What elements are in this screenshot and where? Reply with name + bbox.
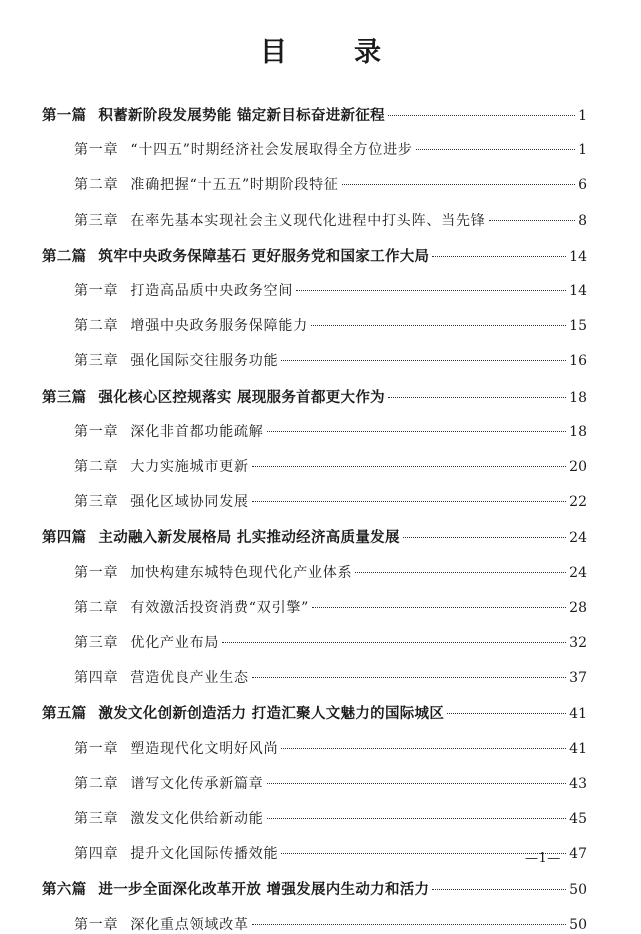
toc-entry-label: 第三章 — [74, 635, 119, 651]
toc-entry[interactable] — [42, 104, 587, 125]
toc-entry[interactable] — [74, 597, 587, 617]
toc-entry-title: 筑牢中央政务保障基石 更好服务党和国家工作大局 — [98, 249, 430, 265]
dot-leader — [489, 220, 575, 221]
toc-entry[interactable] — [74, 914, 587, 934]
toc-entry-title: 优化产业布局 — [130, 635, 220, 651]
toc-entry-page: 47 — [569, 846, 587, 862]
toc-entry[interactable] — [74, 632, 587, 652]
dot-leader — [281, 748, 566, 749]
toc-entry-label: 第一章 — [74, 142, 119, 158]
dot-leader — [252, 924, 566, 925]
dot-leader — [252, 466, 566, 467]
toc-entry[interactable] — [74, 667, 587, 687]
page-title: 目 录 — [260, 37, 401, 68]
toc-entry[interactable] — [42, 526, 587, 547]
toc-entry-page: 50 — [569, 882, 587, 898]
dot-leader — [252, 677, 566, 678]
toc-entry-page: 50 — [569, 917, 587, 933]
toc-entry-page: 43 — [569, 776, 587, 792]
toc-entry-page: 1 — [578, 142, 587, 158]
toc-entry-label: 第二章 — [74, 776, 119, 792]
toc-entry-title: 深化非首都功能疏解 — [130, 424, 264, 440]
dot-leader — [222, 642, 566, 643]
toc-entry-page: 6 — [578, 177, 587, 193]
toc-entry-label: 第一篇 — [42, 108, 87, 124]
toc-entry-label: 第一章 — [74, 424, 119, 440]
toc-entry-label: 第一章 — [74, 283, 119, 299]
toc-entry[interactable] — [74, 562, 587, 582]
toc-entry[interactable] — [74, 139, 587, 159]
toc-entry-page: 45 — [569, 811, 587, 827]
toc-entry-title: 提升文化国际传播效能 — [130, 846, 279, 862]
toc-entry-page: 14 — [569, 283, 587, 299]
toc-entry[interactable] — [74, 174, 587, 194]
toc-entry-page: 24 — [569, 530, 587, 546]
toc-entry-title: 加快构建东城特色现代化产业体系 — [130, 565, 353, 581]
toc-entry[interactable] — [74, 738, 587, 758]
toc-entry-label: 第一章 — [74, 565, 119, 581]
toc-entry[interactable] — [74, 280, 587, 300]
dot-leader — [311, 325, 566, 326]
toc-entry-page: 28 — [569, 600, 587, 616]
toc-entry[interactable] — [42, 386, 587, 407]
toc-entry-page: 15 — [569, 318, 587, 334]
dot-leader — [447, 713, 566, 714]
toc-entry-title: 主动融入新发展格局 扎实推动经济高质量发展 — [98, 530, 400, 546]
toc-entry-label: 第三章 — [74, 353, 119, 369]
toc-entry-title: 谱写文化传承新篇章 — [130, 776, 264, 792]
dot-leader — [388, 115, 575, 116]
toc-entry-label: 第一章 — [74, 917, 119, 933]
toc-entry-title: 在率先基本实现社会主义现代化进程中打头阵、当先锋 — [130, 213, 486, 229]
toc-entry-label: 第二章 — [74, 600, 119, 616]
toc-entry-title: 增强中央政务服务保障能力 — [130, 318, 309, 334]
toc-entry-title: 打造高品质中央政务空间 — [130, 283, 294, 299]
toc-entry-page: 41 — [569, 706, 587, 722]
dot-leader — [432, 889, 566, 890]
dot-leader — [252, 501, 566, 502]
toc-entry-page: 14 — [569, 249, 587, 265]
toc-entry[interactable] — [74, 350, 587, 370]
toc-entry-title: 深化重点领域改革 — [130, 917, 249, 933]
toc-entry-page: 1 — [578, 108, 587, 124]
toc-entry-label: 第四章 — [74, 670, 119, 686]
dot-leader — [281, 853, 566, 854]
toc-entry-title: 强化核心区控规落实 展现服务首都更大作为 — [98, 390, 385, 406]
toc-entry-title: 强化国际交往服务功能 — [130, 353, 279, 369]
toc-entry-page: 16 — [569, 353, 587, 369]
toc-entry-label: 第三篇 — [42, 390, 87, 406]
toc-entry[interactable] — [74, 773, 587, 793]
dot-leader — [267, 431, 567, 432]
dot-leader — [267, 818, 567, 819]
toc-entry-title: 大力实施城市更新 — [130, 459, 249, 475]
dot-leader — [267, 783, 567, 784]
toc-entry-label: 第五篇 — [42, 706, 87, 722]
toc-entry-page: 32 — [569, 635, 587, 651]
dot-leader — [416, 149, 575, 150]
toc-entry[interactable] — [42, 702, 587, 723]
dot-leader — [281, 360, 566, 361]
toc-entry-title: 有效激活投资消费“双引擎” — [130, 600, 310, 616]
dot-leader — [432, 256, 566, 257]
toc-entry-label: 第三章 — [74, 494, 119, 510]
toc-entry-page: 24 — [569, 565, 587, 581]
toc-entry-page: 18 — [569, 424, 587, 440]
toc-entry-title: 强化区域协同发展 — [130, 494, 249, 510]
toc-entry-title: 塑造现代化文明好风尚 — [130, 741, 279, 757]
toc-entry-label: 第二章 — [74, 459, 119, 475]
toc-entry-label: 第三章 — [74, 811, 119, 827]
toc-entry-title: 激发文化创新创造活力 打造汇聚人文魅力的国际城区 — [98, 706, 445, 722]
dot-leader — [296, 290, 566, 291]
dot-leader — [403, 537, 566, 538]
dot-leader — [388, 397, 566, 398]
toc-entry[interactable] — [74, 315, 587, 335]
toc-entry-title: “十四五”时期经济社会发展取得全方位进步 — [130, 142, 413, 158]
toc-entry-label: 第一章 — [74, 741, 119, 757]
toc-entry-page: 22 — [569, 494, 587, 510]
dot-leader — [355, 572, 566, 573]
toc-entry-title: 激发文化供给新动能 — [130, 811, 264, 827]
toc-entry[interactable] — [74, 421, 587, 441]
page-number-footer: —1— — [525, 851, 561, 866]
toc-entry-title: 营造优良产业生态 — [130, 670, 249, 686]
toc-entry-label: 第四篇 — [42, 530, 87, 546]
toc-entry-label: 第二章 — [74, 177, 119, 193]
toc-entry-title: 积蓄新阶段发展势能 锚定新目标奋进新征程 — [98, 108, 385, 124]
toc-entry[interactable] — [74, 210, 587, 230]
toc-entry-title: 进一步全面深化改革开放 增强发展内生动力和活力 — [98, 882, 430, 898]
toc-entry-page: 41 — [569, 741, 587, 757]
toc-entry-label: 第四章 — [74, 846, 119, 862]
toc-entry[interactable] — [74, 491, 587, 511]
dot-leader — [312, 607, 566, 608]
toc-entry[interactable] — [74, 808, 587, 828]
toc-entry-page: 8 — [578, 213, 587, 229]
toc-entry-page: 37 — [569, 670, 587, 686]
toc-entry[interactable] — [74, 456, 587, 476]
toc-entry-page: 20 — [569, 459, 587, 475]
toc-entry-label: 第六篇 — [42, 882, 87, 898]
toc-entry-page: 18 — [569, 390, 587, 406]
toc-entry-label: 第二篇 — [42, 249, 87, 265]
toc-entry-label: 第二章 — [74, 318, 119, 334]
toc-entry-label: 第三章 — [74, 213, 119, 229]
toc-entry[interactable] — [74, 843, 587, 863]
dot-leader — [342, 184, 575, 185]
toc-entry[interactable] — [42, 245, 587, 266]
toc-entry-title: 准确把握“十五五”时期阶段特征 — [130, 177, 339, 193]
